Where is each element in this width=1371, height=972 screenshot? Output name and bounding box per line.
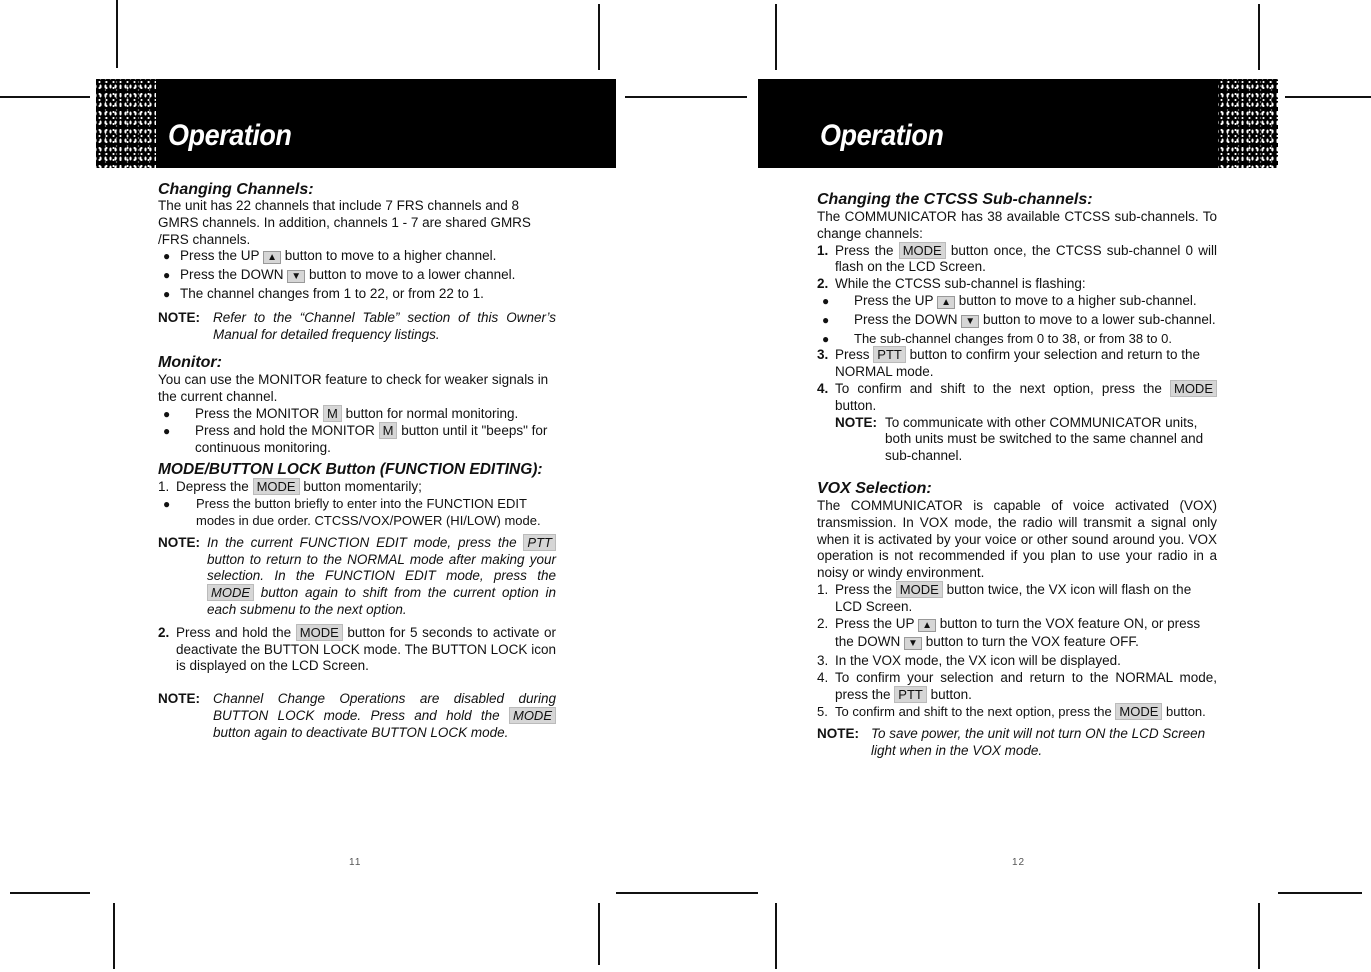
ptt-key-label: PTT — [894, 686, 927, 703]
step-item: 1. Press the MODE button once, the CTCSS sub-channel 0 will flash on the LCD Screen. — [817, 242, 1217, 275]
changing-channels-heading: Changing Channels: — [158, 181, 314, 198]
step-item: 3. Press PTT button to confirm your selection and return to the NORMAL mode. — [817, 347, 1201, 380]
mode-key-label: MODE — [253, 478, 300, 495]
note-label: NOTE: — [158, 534, 200, 550]
mode-key-label: MODE — [207, 584, 254, 601]
up-arrow-icon: ▲ — [918, 619, 936, 632]
button-lock-note — [158, 691, 556, 741]
mode-key-label: MODE — [296, 624, 343, 641]
crop-mark — [10, 892, 90, 894]
right-header-banner — [758, 79, 1278, 168]
crop-mark — [116, 0, 118, 68]
vox-intro: The COMMUNICATOR is capable of voice activated (VOX) transmission. In VOX mode, the radio will transmit a signal only when it is activated by your voice or other sound around you. VOX operation is not recommended if you plan to use your radio in a noisy or windy environment. — [817, 497, 1217, 581]
ptt-key-label: PTT — [523, 534, 556, 551]
step-item: 4. To confirm your selection and return to the NORMAL mode, press the PTT button. — [817, 669, 1217, 702]
monitor-intro: You can use the MONITOR feature to check for weaker signals in the current channel. — [158, 372, 549, 405]
step-item: 2. Press and hold the MODE button for 5 seconds to activate or deactivate the BUTTON LOCK mode. The BUTTON LOCK icon is displayed on the LCD Screen. — [158, 624, 556, 674]
up-arrow-icon: ▲ — [937, 296, 955, 309]
list-item: ● Press the MONITOR M button for normal monitoring. — [158, 406, 556, 423]
crop-mark — [598, 903, 600, 965]
step-item: 3. In the VOX mode, the VX icon will be displayed. — [817, 653, 1121, 669]
list-item: ● Press the DOWN ▼ button to move to a lower sub-channel. — [817, 312, 1217, 331]
mode-lock-heading: MODE/BUTTON LOCK Button (FUNCTION EDITING): — [158, 461, 543, 479]
crop-mark — [1278, 892, 1362, 894]
step-item: 1. Press the MODE button twice, the VX icon will flash on the LCD Screen. — [817, 581, 1192, 614]
crop-mark — [625, 96, 747, 98]
changing-channels-intro: The unit has 22 channels that include 7 FRS channels and 8 GMRS channels. In addition, channels 1 - 7 are shared GMRS /FRS channels. — [158, 198, 531, 247]
m-key-label: M — [379, 422, 398, 439]
left-page-content — [158, 180, 556, 742]
left-page-title: Operation — [168, 119, 292, 152]
note-text: In the current FUNCTION EDIT mode, press the PTT button to return to the NORMAL mode after making your selection. In the FUNCTION EDIT mode, press the MODE button again to shift from the current option in each submenu to the next option. — [207, 534, 556, 617]
crop-mark — [113, 903, 115, 969]
note-label: NOTE: — [835, 414, 877, 430]
mode-key-label: MODE — [896, 581, 943, 598]
note-label: NOTE: — [817, 726, 859, 742]
step-item: 5. To confirm and shift to the next option, press the MODE button. — [817, 703, 1206, 719]
ctcss-note — [817, 415, 1217, 465]
down-arrow-icon: ▼ — [904, 637, 922, 650]
function-edit-note — [158, 535, 556, 619]
list-item: ● The sub-channel changes from 0 to 38, or from 38 to 0. — [817, 331, 1217, 348]
note-text: To communicate with other COMMUNICATOR units, both units must be switched to the same channel and sub-channel. — [885, 414, 1204, 464]
m-key-label: M — [323, 405, 342, 422]
right-page-title: Operation — [820, 119, 944, 152]
crop-mark — [1258, 4, 1260, 70]
note-text: To save power, the unit will not turn ON the LCD Screen light when in the VOX mode. — [871, 726, 1206, 759]
mode-key-label: MODE — [899, 242, 946, 259]
halftone-pattern-icon — [96, 79, 156, 168]
list-item: ● The channel changes from 1 to 22, or from 22 to 1. — [158, 286, 556, 303]
crop-mark — [0, 96, 90, 98]
crop-mark — [616, 892, 758, 894]
step-item: 4. To confirm and shift to the next option, press the MODE button. — [817, 381, 1217, 415]
right-page-content — [817, 190, 1217, 760]
list-item: ● Press and hold the MONITOR M button until it "beeps" for continuous monitoring. — [158, 423, 556, 457]
mode-key-label: MODE — [509, 707, 556, 724]
left-header-banner — [96, 79, 616, 168]
crop-mark — [1285, 96, 1371, 98]
up-arrow-icon: ▲ — [263, 251, 281, 264]
list-item: ● Press the UP ▲ button to move to a higher channel. — [158, 248, 556, 267]
note-text: Channel Change Operations are disabled during BUTTON LOCK mode. Press and hold the MODE button again to deactivate BUTTON LOCK mode. — [213, 691, 556, 740]
crop-mark — [775, 903, 777, 969]
monitor-heading: Monitor: — [158, 354, 222, 372]
channel-table-note — [158, 310, 556, 344]
note-label: NOTE: — [158, 691, 200, 707]
list-item: ● Press the button briefly to enter into the FUNCTION EDIT modes in due order. CTCSS/VOX/POWER (HI/LOW) mode. — [158, 496, 556, 530]
step-item: 2. While the CTCSS sub-channel is flashing: — [817, 276, 1086, 292]
page-number: 12 — [1012, 857, 1026, 868]
step-item: 2. Press the UP ▲ button to turn the VOX feature ON, or press the DOWN ▼ button to turn the VOX feature OFF. — [817, 615, 1201, 650]
mode-key-label: MODE — [1170, 380, 1217, 397]
down-arrow-icon: ▼ — [287, 270, 305, 283]
crop-mark — [598, 4, 600, 70]
list-item: ● Press the DOWN ▼ button to move to a lower channel. — [158, 267, 556, 286]
note-text: Refer to the “Channel Table” section of this Owner’s Manual for detailed frequency listings. — [213, 309, 556, 342]
note-label: NOTE: — [158, 309, 200, 325]
ctcss-heading: Changing the CTCSS Sub-channels: — [817, 191, 1093, 208]
vox-heading: VOX Selection: — [817, 479, 932, 497]
crop-mark — [1258, 903, 1260, 969]
page-number: 11 — [349, 857, 362, 868]
halftone-pattern-icon — [1218, 79, 1278, 168]
ptt-key-label: PTT — [873, 346, 906, 363]
crop-mark — [775, 4, 777, 70]
ctcss-intro: The COMMUNICATOR has 38 available CTCSS sub-channels. To change channels: — [817, 209, 1217, 241]
vox-note — [817, 726, 1217, 760]
list-item: ● Press the UP ▲ button to move to a higher sub-channel. — [817, 293, 1217, 312]
mode-key-label: MODE — [1115, 703, 1162, 720]
down-arrow-icon: ▼ — [961, 315, 979, 328]
step-item: 1. Depress the MODE button momentarily; — [158, 479, 422, 495]
